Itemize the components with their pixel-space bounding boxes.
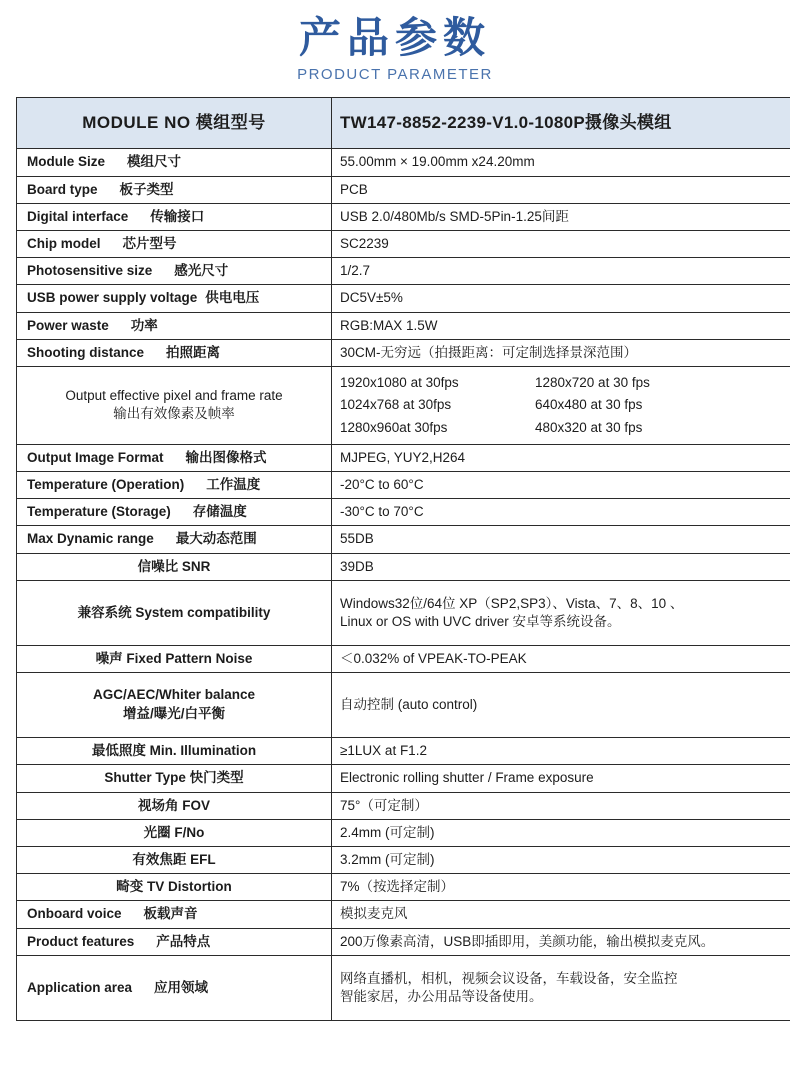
pixel-framerate-value [332,367,790,445]
spec-value: 1/2.7 [332,258,790,285]
spec-value: SC2239 [332,230,790,257]
table-row [17,792,790,819]
spec-value: 200万像素高清，USB即插即用，美颜功能，输出模拟麦克风。 [332,928,790,955]
spec-value: 55.00mm × 19.00mm x24.20mm [332,149,790,176]
spec-value: USB 2.0/480Mb/s SMD-5Pin-1.25间距 [332,203,790,230]
application-line: 网络直播机，相机，视频会议设备，车载设备，安全监控 [340,970,678,986]
spec-label: 最低照度 Min. Illumination [17,738,332,765]
spec-label-cn: 存储温度 [192,504,247,520]
spec-label-en: Max Dynamic range [27,531,154,547]
pixel-framerate-label [17,367,332,445]
spec-label-cn: 拍照距离 [166,344,221,360]
table-row [17,339,790,366]
spec-label [17,230,332,257]
spec-label [17,928,332,955]
spec-label-en: Module Size [27,154,106,170]
pixel-framerate-label-cn: 输出有效像素及帧率 [113,406,235,422]
spec-label [17,149,332,176]
pixel-mode: 1280x960at 30fps [340,419,448,435]
spec-label-en: Product features [27,933,135,949]
spec-label-en: Temperature (Operation) [27,477,185,493]
spec-label-en: Chip model [27,235,101,251]
spec-label [17,203,332,230]
application-line: 智能家居，办公用品等设备使用。 [340,988,543,1004]
table-row [17,176,790,203]
compatibility-line: Windows32位/64位 XP（SP2,SP3）、Vista、7、8、10 、 [340,595,684,611]
page-header [0,0,790,83]
pixel-mode: 1280x720 at 30 fps [535,375,650,391]
spec-value: DC5V±5% [332,285,790,312]
module-no-value: TW147-8852-2239-V1.0-1080P摄像头模组 [332,98,790,149]
table-row [17,444,790,471]
agc-label-en: AGC/AEC/Whiter balance [92,687,256,703]
spec-value: 7%（按选择定制） [332,874,790,901]
agc-label [17,673,332,738]
table-row [17,645,790,672]
spec-label [17,312,332,339]
table-row [17,203,790,230]
spec-label-en: Onboard voice [27,906,122,922]
spec-table-wrap [16,97,774,1021]
spec-label-cn: 工作温度 [206,477,261,493]
table-row [17,928,790,955]
agc-label-cn: 增益/曝光/白平衡 [122,706,225,722]
table-row [17,901,790,928]
compatibility-value [332,580,790,645]
agc-value: 自动控制 (auto control) [332,673,790,738]
spec-value: -30°C to 70°C [332,499,790,526]
table-row-agc [17,673,790,738]
spec-label-en: Power waste [27,317,109,333]
table-row [17,499,790,526]
spec-value: 30CM-无穷远（拍摄距离：可定制选择景深范围） [332,339,790,366]
table-row [17,230,790,257]
spec-label-cn: 板载声音 [143,906,198,922]
pixel-mode: 1920x1080 at 30fps [340,375,459,391]
spec-label: 有效焦距 EFL [17,846,332,873]
spec-label-en: USB power supply voltage [27,290,198,306]
spec-value: Electronic rolling shutter / Frame exposure [332,765,790,792]
spec-label: 光圈 F/No [17,819,332,846]
spec-label-en: Temperature (Storage) [27,504,171,520]
spec-label-en: Shooting distance [27,344,145,360]
table-row [17,149,790,176]
spec-label [17,472,332,499]
page-title-en: PRODUCT PARAMETER [297,66,493,84]
spec-value: 模拟麦克风 [332,901,790,928]
spec-label [17,176,332,203]
spec-value: RGB:MAX 1.5W [332,312,790,339]
pixel-mode: 480x320 at 30 fps [535,419,643,435]
spec-label-en: Output Image Format [27,449,164,465]
application-value [332,955,790,1020]
table-row [17,819,790,846]
spec-label [17,285,332,312]
application-label-en: Application area [27,979,133,995]
table-row [17,258,790,285]
spec-value: 75°（可定制） [332,792,790,819]
table-row [17,765,790,792]
table-row [17,846,790,873]
application-label [17,955,332,1020]
spec-value: 3.2mm (可定制) [332,846,790,873]
table-row [17,285,790,312]
table-row-pixel-framerate [17,367,790,445]
table-row [17,553,790,580]
spec-value: 2.4mm (可定制) [332,819,790,846]
spec-label [17,526,332,553]
spec-label [17,901,332,928]
spec-label: 噪声 Fixed Pattern Noise [17,645,332,672]
spec-label-cn: 模组尺寸 [127,154,182,170]
table-row [17,472,790,499]
spec-value: 55DB [332,526,790,553]
spec-label-cn: 感光尺寸 [174,263,229,279]
table-row [17,874,790,901]
spec-value: ≥1LUX at F1.2 [332,738,790,765]
spec-label-cn: 产品特点 [156,933,211,949]
application-label-cn: 应用领域 [154,979,209,995]
spec-label-cn: 最大动态范围 [175,531,257,547]
spec-label: 视场角 FOV [17,792,332,819]
spec-label-en: Board type [27,181,98,197]
table-row-compatibility [17,580,790,645]
module-no-label: MODULE NO 模组型号 [17,98,332,149]
compatibility-line: Linux or OS with UVC driver 安卓等系统设备。 [340,613,621,629]
spec-value: ＜0.032% of VPEAK-TO-PEAK [332,645,790,672]
page-title-cn: 产品参数 [298,13,491,62]
table-row-application [17,955,790,1020]
spec-label-cn: 供电电压 [205,290,260,306]
pixel-mode: 640x480 at 30 fps [535,397,643,413]
pixel-framerate-label-en: Output effective pixel and frame rate [65,387,283,403]
spec-label: 信噪比 SNR [17,553,332,580]
pixel-mode: 1024x768 at 30fps [340,397,452,413]
spec-label-cn: 功率 [130,317,158,333]
spec-label-en: Photosensitive size [27,263,153,279]
table-row [17,312,790,339]
spec-label-cn: 输出图像格式 [185,449,267,465]
compatibility-label: 兼容系统 System compatibility [17,580,332,645]
table-row [17,738,790,765]
spec-label [17,339,332,366]
spec-label-cn: 芯片型号 [122,235,177,251]
spec-label-cn: 传输接口 [150,208,205,224]
spec-label-cn: 板子类型 [119,181,174,197]
table-header-row [17,98,790,149]
spec-label-en: Digital interface [27,208,129,224]
spec-label [17,499,332,526]
spec-value: -20°C to 60°C [332,472,790,499]
spec-value: MJPEG, YUY2,H264 [332,444,790,471]
spec-value: PCB [332,176,790,203]
spec-table [16,97,790,1021]
table-row [17,526,790,553]
spec-label: 畸变 TV Distortion [17,874,332,901]
spec-value: 39DB [332,553,790,580]
spec-label [17,444,332,471]
spec-label [17,258,332,285]
spec-label: Shutter Type 快门类型 [17,765,332,792]
